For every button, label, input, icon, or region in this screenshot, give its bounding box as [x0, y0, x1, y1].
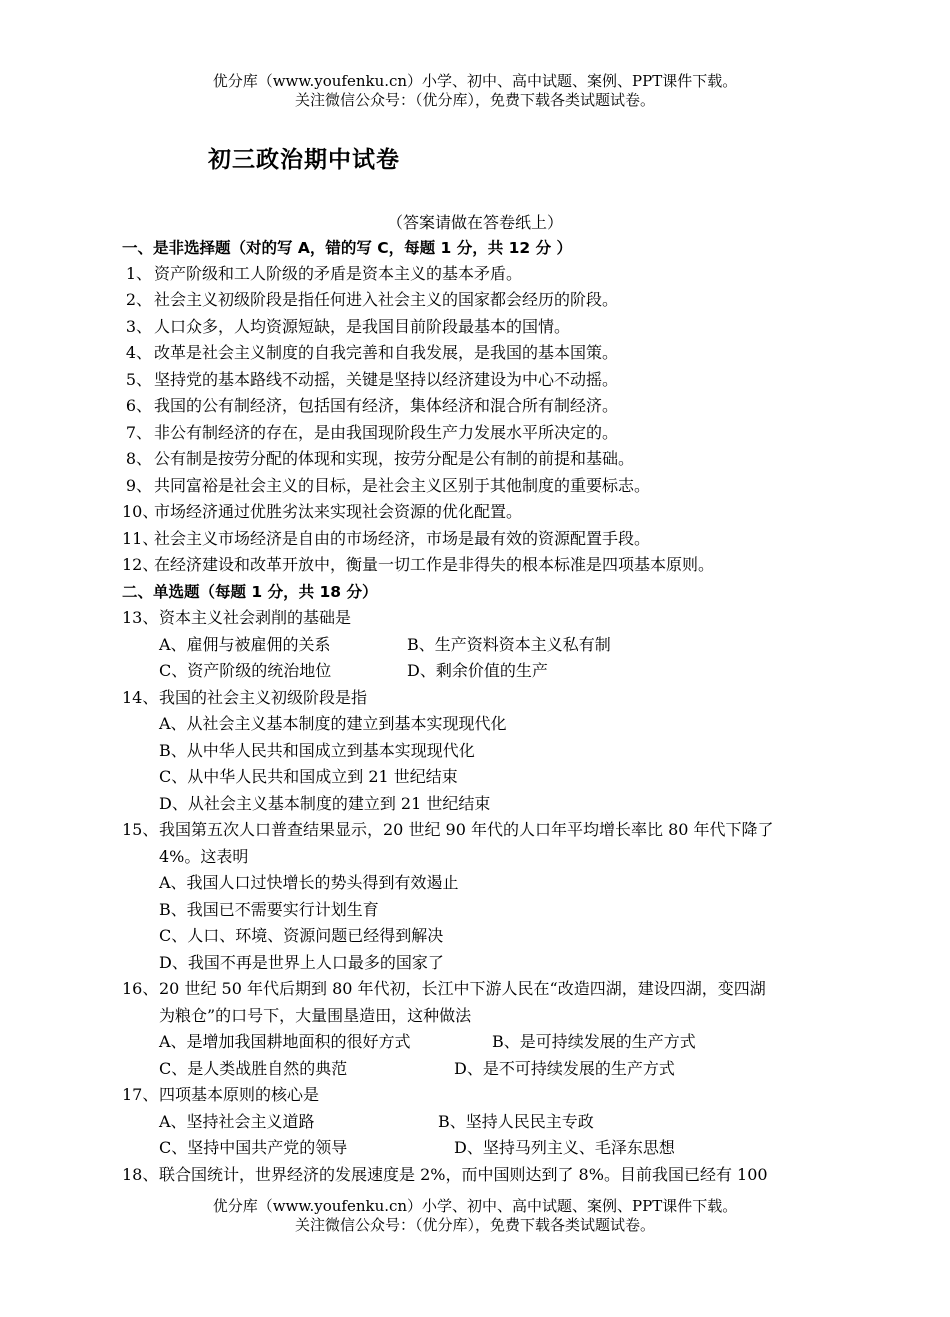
option-a: A、我国人口过快增长的势头得到有效遏止: [159, 873, 459, 892]
tf-item: 4、 改革是社会主义制度的自我完善和自我发展，是我国的基本国策。: [125, 343, 619, 362]
question-stem: 13、资本主义社会剥削的基础是: [122, 608, 352, 627]
option-c: C、是人类战胜自然的典范: [159, 1059, 348, 1078]
page-title: 初三政治期中试卷: [208, 147, 400, 173]
footer-line-2: 关注微信公众号：（优分库），免费下载各类试题试卷。: [294, 1216, 655, 1234]
tf-item: 9、 共同富裕是社会主义的目标，是社会主义区别于其他制度的重要标志。: [125, 476, 651, 495]
option-d: D、从社会主义基本制度的建立到 21 世纪结束: [159, 794, 491, 813]
option-c: C、坚持中国共产党的领导: [159, 1138, 348, 1157]
option-b: B、我国已不需要实行计划生育: [159, 900, 379, 919]
question-stem: 15、我国第五次人口普查结果显示，20 世纪 90 年代的人口年平均增长率比 80 年代下降了: [122, 820, 774, 839]
tf-item: 11、社会主义市场经济是自由的市场经济，市场是最有效的资源配置手段。: [122, 529, 651, 548]
tf-item: 6、 我国的公有制经济，包括国有经济，集体经济和混合所有制经济。: [125, 396, 619, 415]
question-stem-cont: 4%。这表明: [159, 847, 249, 866]
option-b: B、坚持人民民主专政: [438, 1112, 594, 1131]
section-1-heading: 一、是非选择题（对的写 A，错的写 C，每题 1 分，共 12 分 ）: [122, 239, 573, 257]
header-line-1: 优分库（www.youfenku.cn）小学、初中、高中试题、案例、PPT课件下载。: [212, 72, 738, 90]
footer-line-1: 优分库（www.youfenku.cn）小学、初中、高中试题、案例、PPT课件下载。: [212, 1197, 738, 1215]
option-c: C、从中华人民共和国成立到 21 世纪结束: [159, 767, 458, 786]
option-b: B、从中华人民共和国成立到基本实现现代化: [159, 741, 475, 760]
option-a: A、从社会主义基本制度的建立到基本实现现代化: [159, 714, 507, 733]
answer-note: （答案请做在答卷纸上）: [386, 213, 563, 232]
option-b: B、是可持续发展的生产方式: [492, 1032, 696, 1051]
option-a: A、是增加我国耕地面积的很好方式: [159, 1032, 411, 1051]
option-b: B、生产资料资本主义私有制: [407, 635, 611, 654]
option-d: D、我国不再是世界上人口最多的国家了: [159, 953, 444, 972]
question-stem-cont: 为粮仓”的口号下，大量围垦造田，这种做法: [159, 1006, 472, 1025]
tf-item: 2、 社会主义初级阶段是指任何进入社会主义的国家都会经历的阶段。: [125, 290, 619, 309]
tf-item: 5、 坚持党的基本路线不动摇，关键是坚持以经济建设为中心不动摇。: [125, 370, 619, 389]
option-d: D、是不可持续发展的生产方式: [454, 1059, 675, 1078]
option-a: A、坚持社会主义道路: [159, 1112, 315, 1131]
option-c: C、资产阶级的统治地位: [159, 661, 332, 680]
tf-item: 12、在经济建设和改革开放中，衡量一切工作是非得失的根本标准是四项基本原则。: [122, 555, 715, 574]
header-line-2: 关注微信公众号：（优分库），免费下载各类试题试卷。: [294, 91, 655, 109]
tf-item: 7、 非公有制经济的存在，是由我国现阶段生产力发展水平所决定的。: [125, 423, 619, 442]
question-stem: 17、四项基本原则的核心是: [122, 1085, 320, 1104]
tf-item: 10、市场经济通过优胜劣汰来实现社会资源的优化配置。: [122, 502, 523, 521]
tf-item: 8、 公有制是按劳分配的体现和实现，按劳分配是公有制的前提和基础。: [125, 449, 635, 468]
option-d: D、剩余价值的生产: [407, 661, 548, 680]
question-stem: 14、我国的社会主义初级阶段是指: [122, 688, 368, 707]
tf-item: 1、 资产阶级和工人阶级的矛盾是资本主义的基本矛盾。: [125, 264, 523, 283]
option-d: D、坚持马列主义、毛泽东思想: [454, 1138, 675, 1157]
section-2-heading: 二、单选题（每题 1 分，共 18 分）: [122, 583, 378, 601]
question-stem: 16、20 世纪 50 年代后期到 80 年代初，长江中下游人民在“改造四湖，建设四湖，变四湖: [122, 979, 766, 998]
option-a: A、雇佣与被雇佣的关系: [159, 635, 331, 654]
question-stem: 18、联合国统计，世界经济的发展速度是 2%，而中国则达到了 8%。目前我国已经有 100: [122, 1165, 768, 1184]
tf-item: 3、 人口众多，人均资源短缺，是我国目前阶段最基本的国情。: [125, 317, 571, 336]
option-c: C、人口、环境、资源问题已经得到解决: [159, 926, 444, 945]
